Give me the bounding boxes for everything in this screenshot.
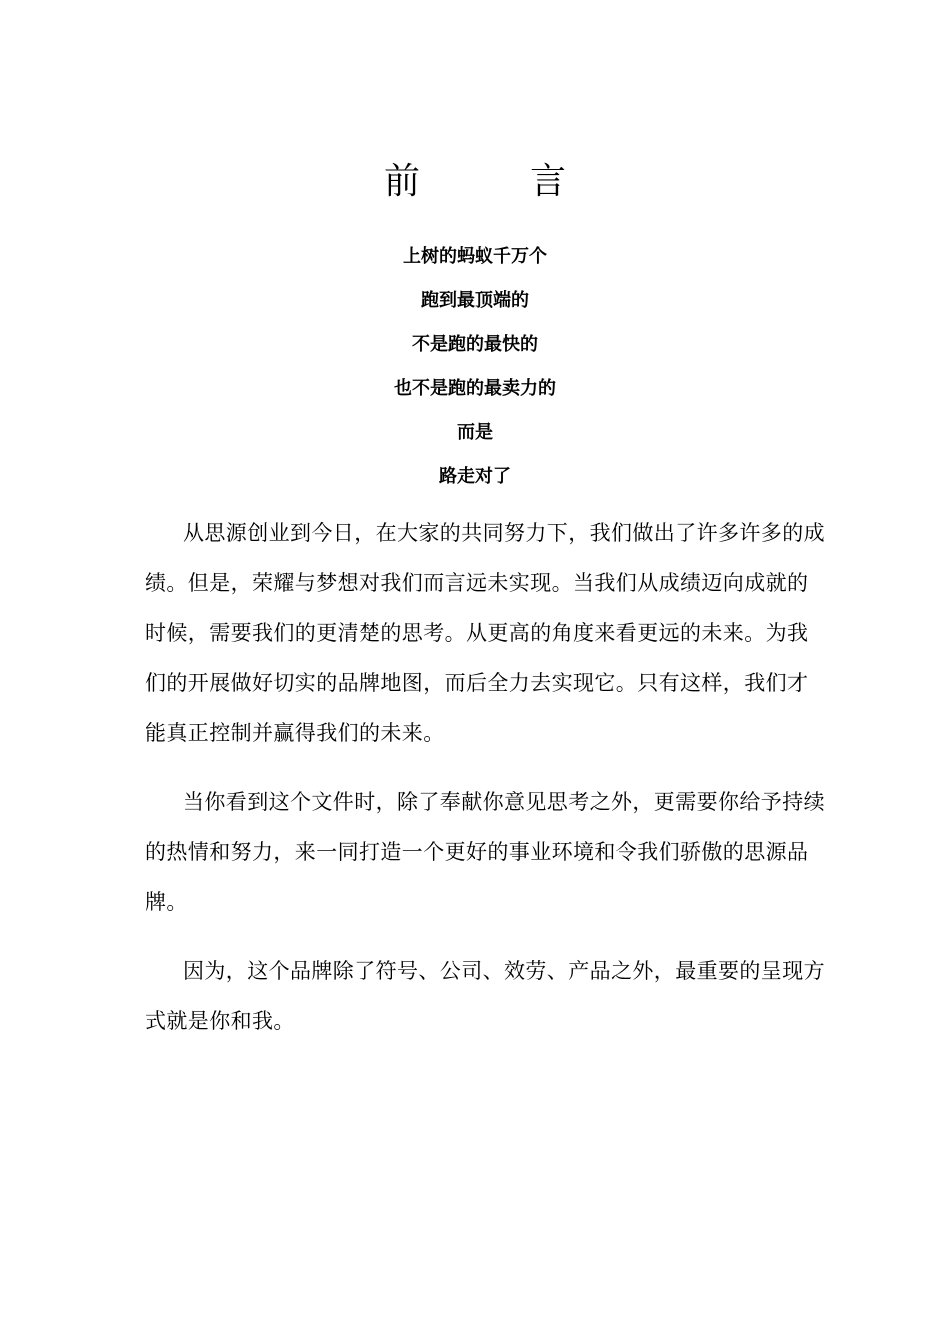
epigraph-poem — [0, 240, 950, 504]
poem-line: 而是 — [457, 422, 493, 443]
body-paragraph-1: 从思源创业到今日，在大家的共同努力下，我们做出了许多许多的成绩。但是，荣耀与梦想对我们而言远未实现。当我们从成绩迈向成就的时候，需要我们的更清楚的思考。从更高的角度来看更远的未来。为我们的开展做好切实的品牌地图，而后全力去实现它。只有这样，我们才能真正控制并赢得我们的未来。 — [145, 521, 825, 745]
poem-line: 也不是跑的最卖力的 — [394, 378, 556, 399]
body-paragraph-2: 当你看到这个文件时，除了奉献你意见思考之外，更需要你给予持续的热情和努力，来一同打造一个更好的事业环境和令我们骄傲的思源品牌。 — [145, 790, 825, 914]
title-char-2: 言 — [530, 160, 567, 202]
poem-line: 不是跑的最快的 — [412, 334, 538, 355]
poem-line: 上树的蚂蚁千万个 — [403, 246, 547, 267]
title-char-1: 前 — [383, 160, 420, 202]
body-paragraph-3: 因为，这个品牌除了符号、公司、效劳、产品之外，最重要的呈现方式就是你和我。 — [145, 959, 825, 1033]
page-title — [0, 152, 950, 204]
poem-line: 路走对了 — [439, 466, 511, 487]
poem-line: 跑到最顶端的 — [421, 290, 529, 311]
